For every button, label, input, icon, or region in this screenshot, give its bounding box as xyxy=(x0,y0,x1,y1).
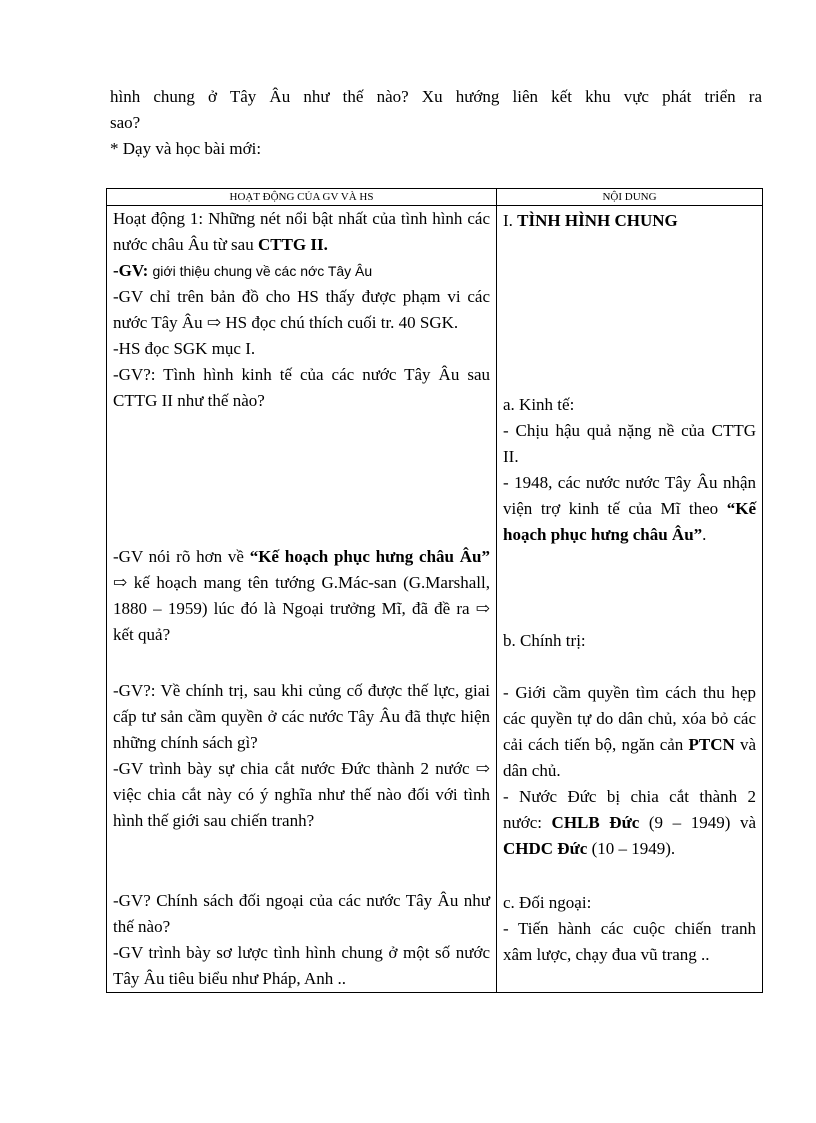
intro-line-2: sao? xyxy=(110,113,141,132)
foreign-policy-point-1: - Tiến hành các cuộc chiến tranh xâm lược, chạy đua vũ trang .. xyxy=(503,919,756,964)
activity-1: Hoạt động 1: Những nét nổi bật nhất của tình hình các nước châu Âu từ sau CTTG II. xyxy=(113,209,490,254)
activity-8: -GV trình bày sự chia cắt nước Đức thành 2 nước ⇨ việc chia cắt này có ý nghĩa như thế nào đối với tình hình thế giới sau chiến tranh? xyxy=(113,759,490,830)
activity-3: -GV chỉ trên bản đồ cho HS thấy được phạm vi các nước Tây Âu ⇨ HS đọc chú thích cuối tr. 40 SGK. xyxy=(113,287,490,332)
table-header-row xyxy=(107,189,763,206)
intro-line-1: hình chung ở Tây Âu như thế nào? Xu hướng liên kết khu vực phát triển ra xyxy=(110,87,762,106)
header-activities: HOẠT ĐỘNG CỦA GV VÀ HS xyxy=(107,189,497,206)
table-body-row xyxy=(107,206,763,993)
politics-point-1: - Giới cầm quyền tìm cách thu hẹp các quyền tự do dân chủ, xóa bỏ các cải cách tiến bộ, ngăn cản PTCN và dân chủ. xyxy=(503,683,757,780)
header-content: NỘI DUNG xyxy=(497,189,763,206)
economy-title: a. Kinh tế: xyxy=(503,395,575,414)
activity-4: -HS đọc SGK mục I. xyxy=(113,339,256,358)
activity-7: -GV?: Về chính trị, sau khi củng cố được thế lực, giai cấp tư sản cầm quyền ở các nước Tây Âu đã thực hiện những chính sách gì? xyxy=(113,681,490,752)
activities-cell xyxy=(107,206,497,993)
economy-point-2: - 1948, các nước nước Tây Âu nhận viện trợ kinh tế của Mĩ theo “Kế hoạch phục hưng châu Âu”. xyxy=(503,473,756,544)
section-title: I. TÌNH HÌNH CHUNG xyxy=(503,211,678,230)
intro-line-3: * Dạy và học bài mới: xyxy=(110,139,262,158)
activity-5: -GV?: Tình hình kinh tế của các nước Tây Âu sau CTTG II như thế nào? xyxy=(113,365,490,410)
content-cell xyxy=(497,206,763,993)
activity-6: -GV nói rõ hơn về “Kế hoạch phục hưng châu Âu” ⇨ kế hoạch mang tên tướng G.Mác-san (G.Marshall, 1880 – 1959) lúc đó là Ngoại trưởng Mĩ, đã đề ra ⇨ kết quả? xyxy=(113,547,490,644)
intro-text xyxy=(110,84,762,162)
foreign-policy-title: c. Đối ngoại: xyxy=(503,893,592,912)
politics-title: b. Chính trị: xyxy=(503,631,586,650)
economy-point-1: - Chịu hậu quả nặng nề của CTTG II. xyxy=(503,421,756,466)
politics-point-2: - Nước Đức bị chia cắt thành 2 nước: CHLB Đức (9 – 1949) và CHDC Đức (10 – 1949). xyxy=(503,787,756,858)
activity-9: -GV? Chính sách đối ngoại của các nước Tây Âu như thế nào? xyxy=(113,891,490,936)
activity-2: -GV: giới thiệu chung về các nớc Tây Âu xyxy=(113,261,373,280)
activity-10: -GV trình bày sơ lược tình hình chung ở một số nước Tây Âu tiêu biểu như Pháp, Anh .. xyxy=(113,943,490,988)
lesson-table xyxy=(106,188,763,993)
